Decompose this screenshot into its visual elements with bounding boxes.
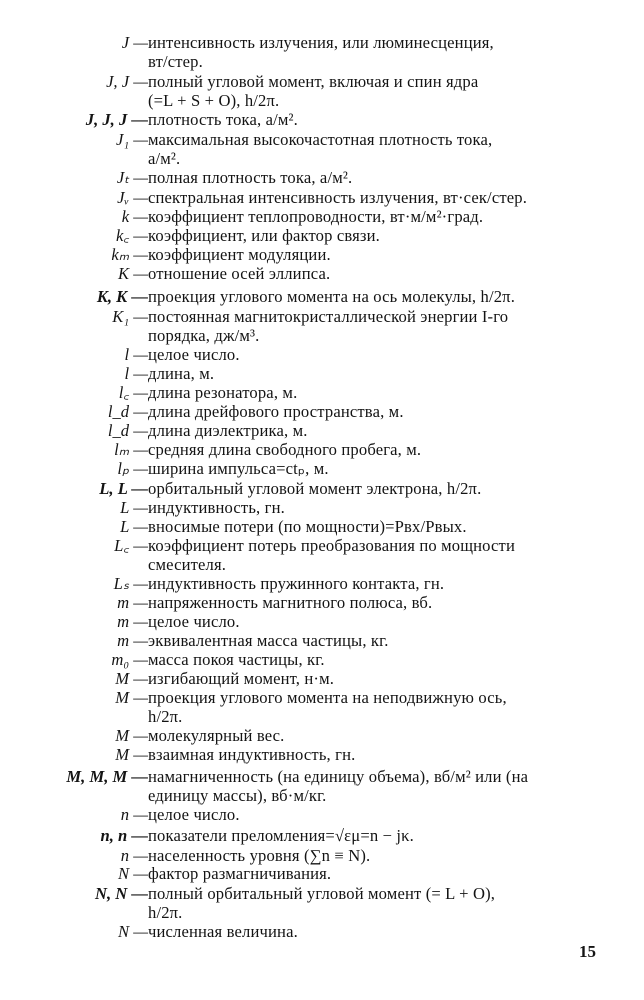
entry-symbol: M — [115, 726, 148, 745]
entry-description: проекция углового момента на неподвижную ось, [148, 688, 507, 707]
entry-symbol: K₁ — [112, 307, 148, 326]
entry-description: полная плотность тока, а/м². [148, 168, 353, 187]
entry-description: ширина импульса=ctₚ, м. [148, 459, 329, 478]
entry-description: единицу массы), вб·м/кг. [148, 786, 327, 805]
entry-description: длина дрейфового пространства, м. [148, 402, 404, 421]
entry-symbol: K, K — [96, 287, 148, 306]
entry-description: длина, м. [148, 364, 215, 383]
entry-description: спектральная интенсивность излучения, вт·сек/стер. [148, 188, 527, 207]
entry-symbol: k — [121, 207, 148, 226]
entry-symbol: m₀ — [111, 650, 148, 669]
entry-symbol: m — [117, 612, 148, 631]
entry-description: проекция углового момента на ось молекулы, h/2π. [148, 287, 515, 306]
entry-description: длина резонатора, м. [148, 383, 298, 402]
entry-symbol: L, L — [99, 479, 148, 498]
entry-description: длина диэлектрика, м. [148, 421, 308, 440]
entry-symbol: l_d — [107, 421, 148, 440]
entry-symbol: J, J, J — [85, 110, 148, 129]
entry-symbol: N — [118, 864, 148, 883]
entry-description: показатели преломления=√εμ=n − jκ. [148, 826, 414, 845]
entry-symbol: l_d — [107, 402, 148, 421]
entry-description: целое число. [148, 805, 240, 824]
entry-description: отношение осей эллипса. [148, 264, 331, 283]
entry-symbol: J, J — [106, 72, 148, 91]
entry-symbol: Jᵥ — [117, 188, 148, 207]
entry-description: коэффициент потерь преобразования по мощности [148, 536, 515, 555]
entry-description: коэффициент модуляции. [148, 245, 331, 264]
entry-symbol: J — [121, 33, 148, 52]
entry-description: целое число. [148, 612, 240, 631]
entry-description: фактор размагничивания. [148, 864, 332, 883]
entry-symbol: L꜀ — [114, 536, 148, 555]
entry-description: изгибающий момент, н·м. [148, 669, 335, 688]
entry-symbol: l — [124, 345, 148, 364]
entry-symbol: M — [115, 669, 148, 688]
entry-description: смесителя. [148, 555, 227, 574]
entry-symbol: J₁ — [115, 130, 148, 149]
entry-description: полный угловой момент, включая и спин ядра [148, 72, 479, 91]
entry-symbol: k꜀ — [115, 226, 148, 245]
entry-symbol: Jₜ — [116, 168, 148, 187]
entry-symbol: l — [124, 364, 148, 383]
entry-description: коэффициент, или фактор связи. [148, 226, 380, 245]
entry-description: намагниченность (на единицу объема), вб/м² или (на [148, 767, 529, 786]
entry-symbol: M, M, M — [66, 767, 148, 786]
entry-description: масса покоя частицы, кг. [148, 650, 325, 669]
entry-symbol: m — [117, 593, 148, 612]
entry-description: населенность уровня (∑n ≡ N). [148, 846, 371, 865]
entry-description: полный орбитальный угловой момент (= L + O), [148, 884, 496, 903]
entry-description: целое число. [148, 345, 240, 364]
entry-description: вносимые потери (по мощности)=Pвх/Pвых. [148, 517, 467, 536]
entry-description: численная величина. [148, 922, 298, 941]
entry-description: (=L + S + O), h/2π. [148, 91, 280, 110]
entry-description: коэффициент теплопроводности, вт·м/м²·град. [148, 207, 484, 226]
entry-description: эквивалентная масса частицы, кг. [148, 631, 389, 650]
entry-description: постоянная магнитокристаллической энергии I-го [148, 307, 509, 326]
entry-description: а/м². [148, 149, 181, 168]
entry-description: h/2π. [148, 707, 183, 726]
entry-symbol: N — [118, 922, 148, 941]
entry-symbol: m — [117, 631, 148, 650]
entry-description: взаимная индуктивность, гн. [148, 745, 356, 764]
entry-symbol: n — [120, 846, 148, 865]
entry-symbol: L — [120, 517, 148, 536]
entry-description: вт/стер. [148, 52, 203, 71]
entry-description: h/2π. [148, 903, 183, 922]
entry-description: интенсивность излучения, или люминесценция, [148, 33, 494, 52]
entry-symbol: K — [118, 264, 148, 283]
entry-symbol: lₘ — [114, 440, 148, 459]
entry-symbol: M — [115, 745, 148, 764]
entry-symbol: M — [115, 688, 148, 707]
entry-description: индуктивность пружинного контакта, гн. [148, 574, 445, 593]
entry-symbol: n, n — [100, 826, 148, 845]
entry-symbol: Lₛ — [113, 574, 148, 593]
entry-symbol: l꜀ — [118, 383, 148, 402]
entry-description: порядка, дж/м³. [148, 326, 260, 345]
entry-description: максимальная высокочастотная плотность тока, [148, 130, 493, 149]
entry-description: орбитальный угловой момент электрона, h/2π. [148, 479, 482, 498]
entry-symbol: kₘ — [111, 245, 148, 264]
entry-description: индуктивность, гн. [148, 498, 285, 517]
entry-description: средняя длина свободного пробега, м. [148, 440, 422, 459]
entry-description: плотность тока, а/м². [148, 110, 298, 129]
entry-description: молекулярный вес. [148, 726, 285, 745]
entry-symbol: L — [120, 498, 148, 517]
page-number: 15 [579, 942, 596, 961]
entry-symbol: n — [120, 805, 148, 824]
entry-description: напряженность магнитного полюса, вб. [148, 593, 433, 612]
entry-symbol: lₚ — [117, 459, 148, 478]
entry-symbol: N, N — [94, 884, 148, 903]
